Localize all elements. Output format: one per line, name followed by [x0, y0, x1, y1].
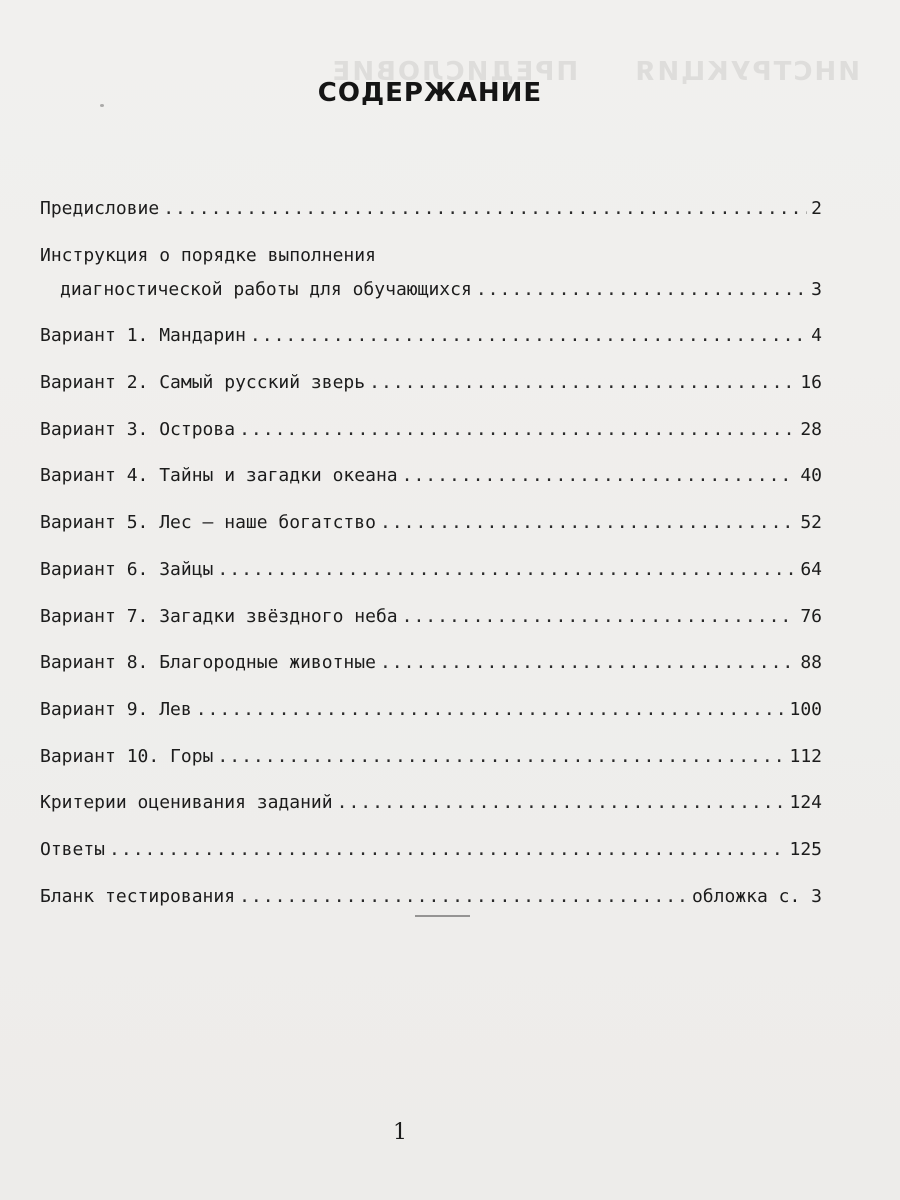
page-number: 1: [393, 1120, 407, 1145]
toc-entry-label: Вариант 4. Тайны и загадки океана: [40, 465, 398, 487]
toc-leader-dots: [217, 553, 796, 587]
toc-entry-label: Критерии оценивания заданий: [40, 792, 333, 814]
toc-leader-dots: [239, 413, 796, 447]
toc-entry-page: 124: [789, 792, 822, 814]
toc-entry-label: Предисловие: [40, 198, 160, 219]
toc-leader-dots: [369, 366, 796, 400]
toc-entry-label: Вариант 2. Самый русский зверь: [40, 372, 366, 394]
toc-entry-label-continued: диагностической работы для обучающихся: [60, 278, 472, 300]
toc-entry[interactable]: [40, 459, 822, 493]
toc-entry[interactable]: [40, 506, 822, 540]
toc-entry-page: 40: [800, 465, 822, 487]
toc-entry[interactable]: [40, 833, 822, 867]
toc-entry-label: Вариант 9. Лев: [40, 698, 192, 720]
toc-entry[interactable]: [40, 319, 822, 353]
toc-entry[interactable]: [40, 646, 822, 680]
toc-entry[interactable]: [40, 600, 822, 634]
toc-entry-page: 3: [811, 278, 822, 300]
toc-entry-page: 28: [800, 418, 822, 440]
toc-entry-page: 88: [800, 652, 822, 674]
toc-leader-dots: [239, 880, 688, 914]
toc-entry-page: 76: [800, 605, 822, 627]
toc-entry-label: Вариант 5. Лес — наше богатство: [40, 512, 376, 534]
toc-entry-page: 64: [800, 558, 822, 580]
toc-leader-dots: [402, 459, 797, 493]
toc-entry[interactable]: [40, 693, 822, 727]
toc-entry[interactable]: [40, 553, 822, 587]
bleed-through-background: ИНСТРУКЦИЯ ПРЕДИСЛОВИЕ: [330, 57, 860, 87]
toc-entry[interactable]: [40, 413, 822, 447]
toc-entry-page: 52: [800, 512, 822, 534]
toc-entry[interactable]: [40, 192, 822, 226]
toc-entry[interactable]: [40, 786, 822, 820]
table-of-contents: [40, 192, 822, 926]
toc-entry-page: 16: [800, 372, 822, 394]
toc-leader-dots: [217, 740, 785, 774]
toc-entry[interactable]: [40, 239, 822, 307]
toc-leader-dots: [196, 693, 786, 727]
toc-entry-page: 2: [811, 198, 822, 219]
toc-entry-label: Вариант 8. Благородные животные: [40, 652, 376, 674]
page-title: СОДЕРЖАНИЕ: [317, 78, 543, 108]
toc-leader-dots: [163, 192, 807, 226]
toc-entry-page: 4: [811, 325, 822, 347]
toc-entry-label: Вариант 7. Загадки звёздного неба: [40, 605, 398, 627]
toc-entry-label: Ответы: [40, 838, 106, 860]
toc-entry-label: Бланк тестирования: [40, 885, 236, 907]
toc-entry-page: 100: [789, 698, 822, 720]
print-mark: [415, 915, 470, 917]
toc-entry-label: Вариант 1. Мандарин: [40, 325, 246, 347]
toc-leader-dots: [250, 319, 807, 353]
toc-leader-dots: [380, 646, 796, 680]
toc-entry-label: Инструкция о порядке выполнения: [40, 244, 376, 266]
toc-entry-page: 112: [789, 745, 822, 767]
toc-leader-dots: [109, 833, 785, 867]
toc-entry-page: 125: [789, 838, 822, 860]
toc-entry[interactable]: [40, 366, 822, 400]
toc-leader-dots: [380, 506, 796, 540]
toc-leader-dots: [476, 273, 807, 307]
toc-leader-dots: [337, 786, 786, 820]
toc-entry-label: Вариант 10. Горы: [40, 745, 214, 767]
toc-entry[interactable]: [40, 740, 822, 774]
toc-entry-page: обложка с. 3: [691, 885, 822, 907]
toc-leader-dots: [402, 600, 797, 634]
toc-entry[interactable]: [40, 880, 822, 914]
toc-entry-label: Вариант 6. Зайцы: [40, 558, 214, 580]
toc-entry-label: Вариант 3. Острова: [40, 418, 236, 440]
